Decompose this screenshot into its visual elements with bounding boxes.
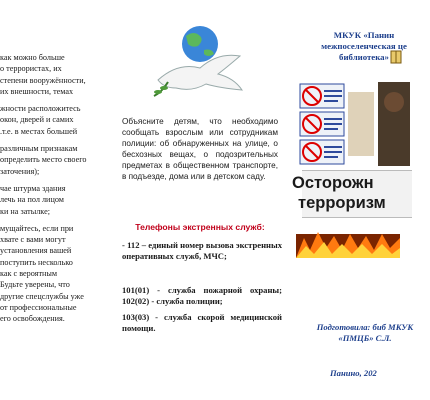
library-name: МКУК «Панин межпоселенческая це библиотека» (321, 30, 407, 62)
right-panel (282, 0, 414, 400)
left-panel-line: заточения); (0, 166, 40, 176)
left-panel-line: о террористах, их (0, 64, 62, 74)
left-panel-line: другие спецслужбы уже (0, 291, 84, 301)
left-panel-line: степени вооружённости, (0, 75, 86, 85)
left-panel-line: поступить несколько (0, 257, 73, 267)
phone-item-ambulance: 103(03) - служба скорой медицинской помощи. (122, 312, 282, 334)
warning-signs-image (300, 82, 410, 166)
footer-place-year: Панино, 202 (330, 368, 377, 378)
emergency-phones-title: Телефоны экстренных служб: (135, 222, 265, 232)
main-title-line1: Осторожн (292, 174, 374, 192)
left-panel-line: как с вероятным (0, 269, 58, 279)
middle-panel (118, 0, 282, 400)
left-panel-line: их внешности, темах (0, 86, 74, 96)
dove-with-globe-image (148, 22, 252, 110)
fire-banner-image (296, 228, 400, 262)
left-panel-line: от профессиональные (0, 302, 77, 312)
left-panel-line: жности расположитесь (0, 104, 81, 114)
main-title-line2: терроризм (298, 194, 386, 212)
left-panel-line: лечь на пол лицом (0, 195, 64, 205)
advice-paragraph: Объясните детям, что необходимо сообщать взрослым или сотрудникам полиции: об обнаруженных на улице, о бесхозных вещах, о подозрительных предметах в общественном транспорте, в подъезде, дома или в детском саду. (122, 117, 278, 181)
phone-item-112: - 112 – единый номер вызова экстренных оперативных служб, МЧС; (122, 240, 282, 262)
left-panel-line: различным признакам (0, 144, 78, 154)
left-panel-line: Будьте уверены, что (0, 280, 70, 290)
left-panel-line: его освобождения. (0, 314, 65, 324)
left-panel-text (0, 52, 112, 325)
phone-item-fire-police: 101(01) - служба пожарной охраны; 102(02) - служба полиции; (122, 285, 282, 307)
left-panel-line: окон, дверей и самих (0, 115, 74, 125)
left-panel-line: ки на затылке; (0, 206, 50, 216)
left-panel-line: определить место своего (0, 155, 87, 165)
left-panel-line: как можно больше (0, 53, 65, 62)
left-panel-line: .т.е. в местах большей (0, 126, 78, 136)
left-panel-line: чае штурма здания (0, 183, 66, 193)
book-icon (390, 50, 402, 64)
left-panel-line: мущайтесь, если при (0, 223, 74, 233)
prepared-by: Подготовила: биб МКУК «ПМЦБ» С.Л. (316, 322, 414, 343)
left-panel (0, 0, 118, 400)
left-panel-line: хвате с вами могут (0, 235, 66, 245)
left-panel-line: установления вашей (0, 246, 72, 256)
